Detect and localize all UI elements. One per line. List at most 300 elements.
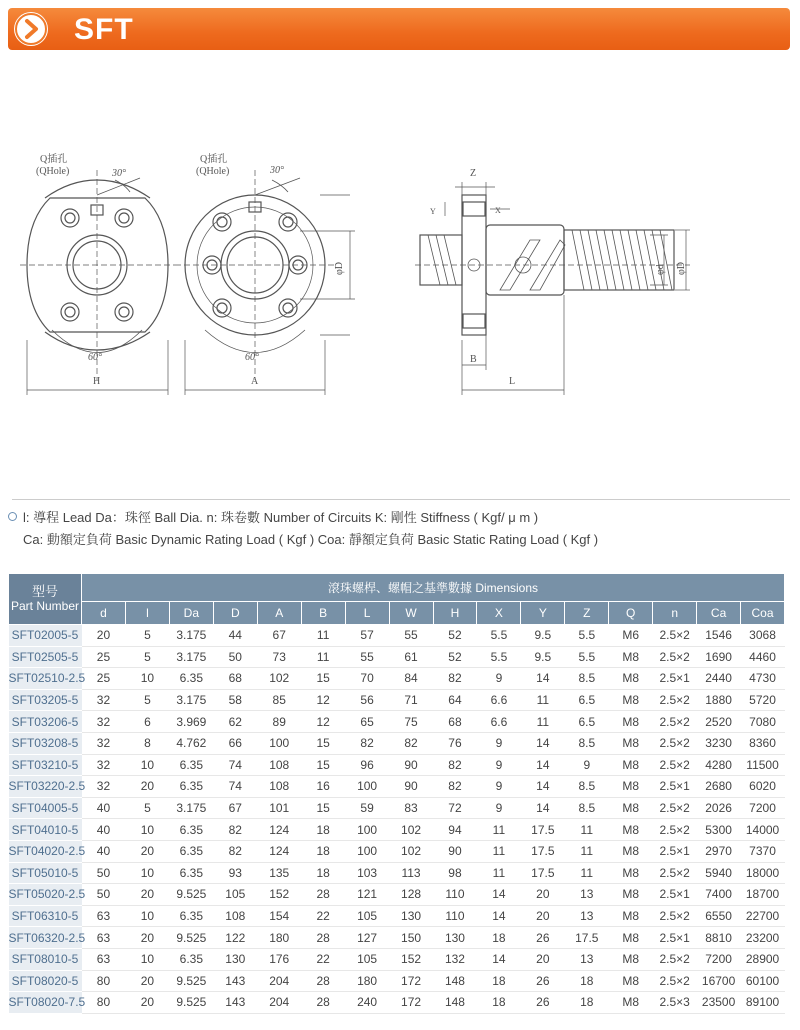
table-cell-y: 14 xyxy=(521,797,565,819)
table-cell-h: 52 xyxy=(433,646,477,668)
section-header xyxy=(8,8,790,50)
column-header-y: Y xyxy=(521,602,565,625)
table-cell-x: 18 xyxy=(477,992,521,1014)
table-row xyxy=(9,776,785,798)
table-cell-b: 11 xyxy=(301,646,345,668)
table-row xyxy=(9,970,785,992)
angle-30-label-1: 30° xyxy=(112,168,126,179)
table-cell-da: 9.525 xyxy=(169,884,213,906)
legend-line-1: l: 導程 Lead Da：珠徑 Ball Dia. n: 珠卷數 Number of Circuits K: 剛性 Stiffness ( Kgf/ μ m ) xyxy=(23,510,539,525)
table-cell-z: 17.5 xyxy=(565,927,609,949)
table-row xyxy=(9,905,785,927)
table-cell-coa: 23200 xyxy=(741,927,785,949)
table-cell-h: 68 xyxy=(433,711,477,733)
table-cell-l: 96 xyxy=(345,754,389,776)
table-cell-l: 5 xyxy=(125,689,169,711)
table-cell-w: 90 xyxy=(389,754,433,776)
table-cell-ca: 23500 xyxy=(697,992,741,1014)
table-cell-y: 17.5 xyxy=(521,862,565,884)
bullet-icon xyxy=(8,512,17,521)
table-cell-y: 9.5 xyxy=(521,625,565,647)
table-cell-x: 9 xyxy=(477,754,521,776)
table-cell-da: 6.35 xyxy=(169,668,213,690)
table-cell-d: 108 xyxy=(213,905,257,927)
table-cell-ca: 3230 xyxy=(697,732,741,754)
table-cell-coa: 11500 xyxy=(741,754,785,776)
table-cell-b: 28 xyxy=(301,884,345,906)
table-cell-l: 10 xyxy=(125,905,169,927)
table-cell-l: 20 xyxy=(125,884,169,906)
table-cell-q: M8 xyxy=(609,689,653,711)
table-cell-q: M8 xyxy=(609,819,653,841)
table-cell-a: 135 xyxy=(257,862,301,884)
table-cell-l: 82 xyxy=(345,732,389,754)
table-cell-x: 14 xyxy=(477,884,521,906)
table-cell-l: 20 xyxy=(125,927,169,949)
part-number-cell: SFT08010-5 xyxy=(9,948,82,970)
part-number-header: 型号 Part Number xyxy=(9,574,82,625)
column-header-d: d xyxy=(82,602,126,625)
column-header-l: l xyxy=(125,602,169,625)
table-cell-x: 5.5 xyxy=(477,646,521,668)
table-cell-n: 2.5×2 xyxy=(653,625,697,647)
table-cell-d: 25 xyxy=(82,646,126,668)
table-cell-b: 15 xyxy=(301,754,345,776)
dim-L-label: L xyxy=(509,376,516,387)
table-cell-q: M8 xyxy=(609,668,653,690)
part-number-cell: SFT06320-2.5 xyxy=(9,927,82,949)
table-cell-b: 12 xyxy=(301,711,345,733)
table-cell-n: 2.5×1 xyxy=(653,668,697,690)
table-cell-z: 11 xyxy=(565,840,609,862)
table-cell-n: 2.5×2 xyxy=(653,948,697,970)
table-cell-d: 20 xyxy=(82,625,126,647)
table-row xyxy=(9,797,785,819)
table-cell-z: 18 xyxy=(565,970,609,992)
table-cell-coa: 7370 xyxy=(741,840,785,862)
table-row xyxy=(9,732,785,754)
table-cell-da: 6.35 xyxy=(169,754,213,776)
table-cell-l: 127 xyxy=(345,927,389,949)
table-cell-n: 2.5×2 xyxy=(653,732,697,754)
table-cell-h: 64 xyxy=(433,689,477,711)
table-cell-l: 10 xyxy=(125,862,169,884)
table-row xyxy=(9,927,785,949)
table-cell-l: 105 xyxy=(345,948,389,970)
column-header-h: H xyxy=(433,602,477,625)
table-cell-da: 6.35 xyxy=(169,840,213,862)
table-cell-h: 132 xyxy=(433,948,477,970)
table-cell-a: 204 xyxy=(257,992,301,1014)
table-cell-q: M8 xyxy=(609,840,653,862)
table-cell-da: 6.35 xyxy=(169,948,213,970)
column-header-l: L xyxy=(345,602,389,625)
table-cell-l: 20 xyxy=(125,970,169,992)
table-cell-l: 65 xyxy=(345,711,389,733)
table-cell-q: M8 xyxy=(609,862,653,884)
table-cell-coa: 4460 xyxy=(741,646,785,668)
legend xyxy=(8,507,598,551)
table-cell-l: 100 xyxy=(345,840,389,862)
table-cell-n: 2.5×2 xyxy=(653,797,697,819)
dim-H-label: H xyxy=(93,376,101,387)
table-cell-coa: 7200 xyxy=(741,797,785,819)
table-cell-coa: 14000 xyxy=(741,819,785,841)
table-cell-z: 13 xyxy=(565,905,609,927)
table-cell-b: 18 xyxy=(301,819,345,841)
table-row xyxy=(9,862,785,884)
table-cell-w: 84 xyxy=(389,668,433,690)
table-cell-n: 2.5×3 xyxy=(653,992,697,1014)
table-cell-h: 82 xyxy=(433,776,477,798)
table-cell-da: 9.525 xyxy=(169,927,213,949)
hole-label-en-1: (QHole) xyxy=(36,166,70,177)
table-cell-x: 14 xyxy=(477,948,521,970)
table-cell-w: 71 xyxy=(389,689,433,711)
table-cell-b: 28 xyxy=(301,992,345,1014)
table-cell-n: 2.5×1 xyxy=(653,840,697,862)
table-cell-y: 11 xyxy=(521,711,565,733)
part-number-cell: SFT04005-5 xyxy=(9,797,82,819)
side-view xyxy=(415,182,690,395)
table-cell-h: 52 xyxy=(433,625,477,647)
table-cell-da: 9.525 xyxy=(169,970,213,992)
table-cell-h: 82 xyxy=(433,668,477,690)
dimensions-group-header: 滾珠螺桿、螺帽之基準數據 Dimensions xyxy=(82,574,785,602)
table-cell-y: 20 xyxy=(521,884,565,906)
table-cell-z: 11 xyxy=(565,819,609,841)
table-cell-x: 18 xyxy=(477,970,521,992)
table-cell-b: 15 xyxy=(301,668,345,690)
column-header-row xyxy=(9,602,785,625)
table-cell-w: 102 xyxy=(389,840,433,862)
table-cell-d: 143 xyxy=(213,992,257,1014)
table-cell-w: 130 xyxy=(389,905,433,927)
column-header-d: D xyxy=(213,602,257,625)
table-cell-a: 67 xyxy=(257,625,301,647)
table-cell-w: 83 xyxy=(389,797,433,819)
table-cell-a: 73 xyxy=(257,646,301,668)
table-cell-da: 6.35 xyxy=(169,819,213,841)
table-cell-l: 100 xyxy=(345,819,389,841)
table-cell-coa: 22700 xyxy=(741,905,785,927)
table-cell-coa: 89100 xyxy=(741,992,785,1014)
table-cell-d: 105 xyxy=(213,884,257,906)
table-cell-h: 148 xyxy=(433,992,477,1014)
table-cell-h: 76 xyxy=(433,732,477,754)
table-cell-d: 74 xyxy=(213,754,257,776)
table-cell-l: 20 xyxy=(125,992,169,1014)
table-cell-w: 75 xyxy=(389,711,433,733)
part-number-cell: SFT06310-5 xyxy=(9,905,82,927)
table-cell-l: 103 xyxy=(345,862,389,884)
table-cell-b: 11 xyxy=(301,625,345,647)
table-cell-ca: 7200 xyxy=(697,948,741,970)
table-cell-ca: 7400 xyxy=(697,884,741,906)
hole-label-zh-2: Q插孔 xyxy=(200,154,228,165)
table-cell-q: M8 xyxy=(609,797,653,819)
table-cell-a: 124 xyxy=(257,819,301,841)
table-cell-l: 5 xyxy=(125,646,169,668)
table-cell-n: 2.5×1 xyxy=(653,927,697,949)
table-cell-w: 172 xyxy=(389,992,433,1014)
table-cell-l: 59 xyxy=(345,797,389,819)
part-number-cell: SFT04010-5 xyxy=(9,819,82,841)
table-cell-d: 130 xyxy=(213,948,257,970)
table-cell-l: 240 xyxy=(345,992,389,1014)
table-cell-coa: 4730 xyxy=(741,668,785,690)
table-cell-x: 6.6 xyxy=(477,711,521,733)
table-cell-ca: 2440 xyxy=(697,668,741,690)
table-cell-b: 12 xyxy=(301,689,345,711)
table-cell-b: 28 xyxy=(301,970,345,992)
table-cell-x: 9 xyxy=(477,797,521,819)
table-cell-x: 5.5 xyxy=(477,625,521,647)
dim-B-label: B xyxy=(470,354,477,365)
table-cell-z: 8.5 xyxy=(565,732,609,754)
table-cell-coa: 7080 xyxy=(741,711,785,733)
table-cell-a: 204 xyxy=(257,970,301,992)
dim-X-label: X xyxy=(495,206,501,215)
part-number-cell: SFT02505-5 xyxy=(9,646,82,668)
table-cell-b: 28 xyxy=(301,927,345,949)
table-cell-h: 82 xyxy=(433,754,477,776)
table-cell-l: 100 xyxy=(345,776,389,798)
table-cell-l: 20 xyxy=(125,840,169,862)
table-cell-d: 40 xyxy=(82,819,126,841)
table-cell-n: 2.5×2 xyxy=(653,711,697,733)
table-cell-d: 50 xyxy=(213,646,257,668)
table-cell-z: 18 xyxy=(565,992,609,1014)
table-cell-n: 2.5×1 xyxy=(653,776,697,798)
table-cell-y: 11 xyxy=(521,689,565,711)
table-row xyxy=(9,646,785,668)
flange-view-round xyxy=(175,170,355,395)
column-header-ca: Ca xyxy=(697,602,741,625)
part-number-cell: SFT02005-5 xyxy=(9,625,82,647)
table-cell-h: 130 xyxy=(433,927,477,949)
table-row xyxy=(9,992,785,1014)
table-cell-a: 176 xyxy=(257,948,301,970)
table-cell-d: 82 xyxy=(213,840,257,862)
table-cell-a: 102 xyxy=(257,668,301,690)
table-cell-z: 8.5 xyxy=(565,797,609,819)
part-number-cell: SFT08020-7.5 xyxy=(9,992,82,1014)
table-cell-da: 3.175 xyxy=(169,689,213,711)
table-cell-x: 14 xyxy=(477,905,521,927)
table-cell-coa: 6020 xyxy=(741,776,785,798)
dim-phiD-label-1: φD xyxy=(334,262,345,275)
table-cell-d: 68 xyxy=(213,668,257,690)
table-cell-q: M8 xyxy=(609,754,653,776)
table-cell-y: 20 xyxy=(521,948,565,970)
table-cell-d: 58 xyxy=(213,689,257,711)
table-cell-q: M8 xyxy=(609,776,653,798)
table-cell-a: 100 xyxy=(257,732,301,754)
table-cell-l: 6 xyxy=(125,711,169,733)
table-cell-n: 2.5×2 xyxy=(653,970,697,992)
table-cell-l: 180 xyxy=(345,970,389,992)
table-cell-d: 32 xyxy=(82,776,126,798)
table-cell-l: 55 xyxy=(345,646,389,668)
dim-Y-label: Y xyxy=(430,207,436,216)
table-cell-da: 3.175 xyxy=(169,797,213,819)
table-cell-x: 11 xyxy=(477,862,521,884)
table-cell-y: 17.5 xyxy=(521,819,565,841)
table-cell-d: 93 xyxy=(213,862,257,884)
table-cell-q: M8 xyxy=(609,711,653,733)
table-cell-ca: 2970 xyxy=(697,840,741,862)
table-cell-y: 14 xyxy=(521,668,565,690)
table-cell-da: 6.35 xyxy=(169,905,213,927)
table-cell-l: 10 xyxy=(125,948,169,970)
table-cell-y: 26 xyxy=(521,927,565,949)
table-cell-n: 2.5×2 xyxy=(653,646,697,668)
part-number-cell: SFT03208-5 xyxy=(9,732,82,754)
column-header-coa: Coa xyxy=(741,602,785,625)
angle-60-label-1: 60° xyxy=(88,352,102,363)
table-cell-ca: 1880 xyxy=(697,689,741,711)
table-row xyxy=(9,689,785,711)
table-cell-z: 6.5 xyxy=(565,689,609,711)
column-header-x: X xyxy=(477,602,521,625)
table-cell-q: M8 xyxy=(609,646,653,668)
table-cell-y: 14 xyxy=(521,754,565,776)
table-cell-w: 90 xyxy=(389,776,433,798)
table-cell-b: 18 xyxy=(301,862,345,884)
table-cell-d: 40 xyxy=(82,840,126,862)
column-header-b: B xyxy=(301,602,345,625)
angle-60-label-2: 60° xyxy=(245,352,259,363)
table-cell-ca: 2520 xyxy=(697,711,741,733)
table-cell-l: 10 xyxy=(125,668,169,690)
table-cell-z: 13 xyxy=(565,948,609,970)
table-cell-q: M8 xyxy=(609,970,653,992)
table-row xyxy=(9,840,785,862)
table-cell-n: 2.5×2 xyxy=(653,689,697,711)
table-cell-l: 121 xyxy=(345,884,389,906)
table-cell-coa: 28900 xyxy=(741,948,785,970)
table-row xyxy=(9,711,785,733)
table-cell-z: 9 xyxy=(565,754,609,776)
table-cell-h: 148 xyxy=(433,970,477,992)
table-cell-q: M8 xyxy=(609,905,653,927)
table-cell-z: 13 xyxy=(565,884,609,906)
table-cell-x: 11 xyxy=(477,840,521,862)
table-cell-y: 26 xyxy=(521,970,565,992)
page-title: SFT xyxy=(74,13,134,46)
table-cell-da: 6.35 xyxy=(169,862,213,884)
table-cell-d: 40 xyxy=(82,797,126,819)
table-cell-ca: 1690 xyxy=(697,646,741,668)
table-cell-a: 152 xyxy=(257,884,301,906)
table-cell-q: M6 xyxy=(609,625,653,647)
table-cell-y: 9.5 xyxy=(521,646,565,668)
table-cell-h: 94 xyxy=(433,819,477,841)
table-cell-l: 70 xyxy=(345,668,389,690)
table-cell-q: M8 xyxy=(609,992,653,1014)
hole-label-en-2: (QHole) xyxy=(196,166,230,177)
table-cell-z: 5.5 xyxy=(565,646,609,668)
table-cell-q: M8 xyxy=(609,884,653,906)
table-cell-a: 108 xyxy=(257,754,301,776)
table-cell-da: 3.175 xyxy=(169,625,213,647)
dim-A-label: A xyxy=(251,376,259,387)
table-cell-ca: 2680 xyxy=(697,776,741,798)
table-cell-y: 20 xyxy=(521,905,565,927)
table-cell-b: 16 xyxy=(301,776,345,798)
table-cell-w: 113 xyxy=(389,862,433,884)
table-cell-w: 152 xyxy=(389,948,433,970)
table-cell-d: 80 xyxy=(82,970,126,992)
angle-30-label-2: 30° xyxy=(270,165,284,176)
table-row xyxy=(9,754,785,776)
table-cell-ca: 6550 xyxy=(697,905,741,927)
table-cell-n: 2.5×1 xyxy=(653,884,697,906)
table-cell-d: 32 xyxy=(82,689,126,711)
table-cell-l: 10 xyxy=(125,819,169,841)
table-cell-z: 5.5 xyxy=(565,625,609,647)
column-header-a: A xyxy=(257,602,301,625)
table-cell-d: 143 xyxy=(213,970,257,992)
part-number-cell: SFT03206-5 xyxy=(9,711,82,733)
hole-label-zh-1: Q插孔 xyxy=(40,154,68,165)
table-cell-a: 154 xyxy=(257,905,301,927)
table-cell-n: 2.5×2 xyxy=(653,754,697,776)
table-cell-x: 9 xyxy=(477,732,521,754)
technical-drawing xyxy=(0,140,800,400)
table-cell-da: 9.525 xyxy=(169,992,213,1014)
part-number-cell: SFT03210-5 xyxy=(9,754,82,776)
table-cell-ca: 8810 xyxy=(697,927,741,949)
table-cell-w: 172 xyxy=(389,970,433,992)
table-cell-d: 82 xyxy=(213,819,257,841)
part-number-cell: SFT02510-2.5 xyxy=(9,668,82,690)
table-cell-l: 57 xyxy=(345,625,389,647)
table-row xyxy=(9,668,785,690)
table-cell-ca: 2026 xyxy=(697,797,741,819)
table-cell-da: 3.175 xyxy=(169,646,213,668)
table-row xyxy=(9,819,785,841)
dim-Z-label: Z xyxy=(470,168,477,179)
table-cell-ca: 4280 xyxy=(697,754,741,776)
table-cell-d: 74 xyxy=(213,776,257,798)
part-number-cell: SFT03205-5 xyxy=(9,689,82,711)
table-cell-da: 4.762 xyxy=(169,732,213,754)
table-cell-h: 72 xyxy=(433,797,477,819)
table-cell-d: 122 xyxy=(213,927,257,949)
table-row xyxy=(9,625,785,647)
table-cell-d: 44 xyxy=(213,625,257,647)
table-cell-coa: 18000 xyxy=(741,862,785,884)
table-cell-l: 8 xyxy=(125,732,169,754)
table-cell-d: 50 xyxy=(82,884,126,906)
part-number-cell: SFT08020-5 xyxy=(9,970,82,992)
table-cell-z: 6.5 xyxy=(565,711,609,733)
table-cell-l: 20 xyxy=(125,776,169,798)
table-cell-y: 14 xyxy=(521,732,565,754)
dimensions-table xyxy=(8,573,785,1014)
table-cell-ca: 1546 xyxy=(697,625,741,647)
table-cell-w: 150 xyxy=(389,927,433,949)
part-number-cell: SFT05010-5 xyxy=(9,862,82,884)
table-cell-coa: 8360 xyxy=(741,732,785,754)
table-cell-n: 2.5×2 xyxy=(653,819,697,841)
table-cell-q: M8 xyxy=(609,948,653,970)
table-cell-z: 8.5 xyxy=(565,668,609,690)
table-cell-d: 66 xyxy=(213,732,257,754)
column-header-n: n xyxy=(653,602,697,625)
